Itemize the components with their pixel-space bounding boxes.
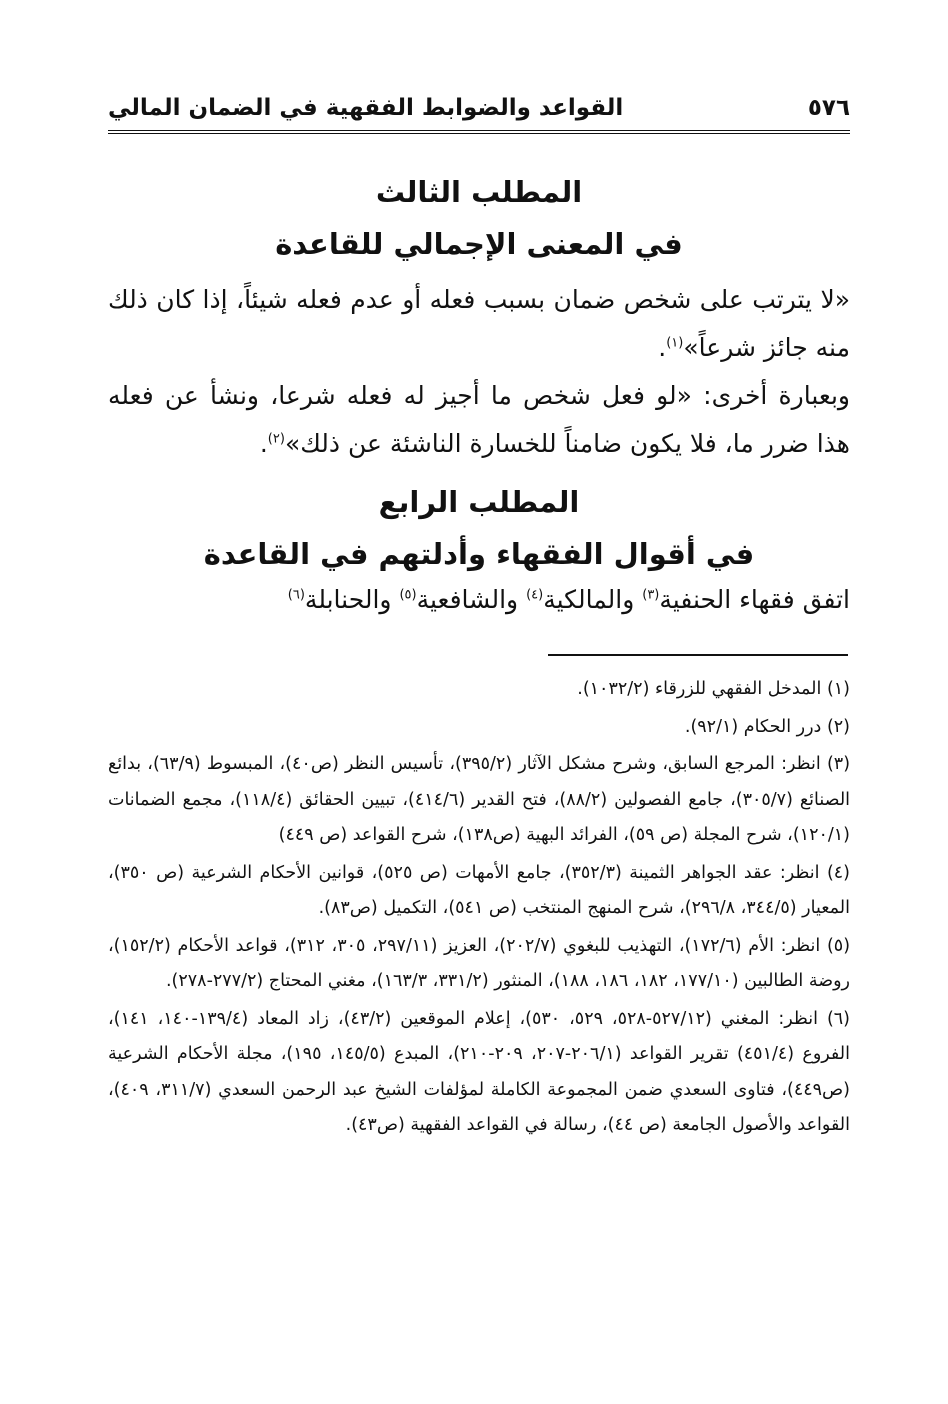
section-4-paragraph	[108, 576, 850, 624]
footnote-ref: (٦)	[287, 587, 305, 603]
paragraph-text: اتفق فقهاء الحنفية	[659, 585, 850, 614]
footnote-ref: (٤)	[526, 587, 544, 603]
paragraph-text: والمالكية	[543, 585, 643, 614]
section-3-paragraph-2	[108, 372, 850, 468]
footnote-text: انظر: المغني (٥٢٧/١٢-٥٢٨، ٥٢٩، ٥٣٠)، إعلام الموقعين (٤٣/٢)، زاد المعاد (١٣٩/٤-١٤٠، ١٤١)، الفروع (٤٥١/٤) تقرير القواعد (٢٠٦/١-٢٠٧، ٢٠٩-٢١٠)، المبدع (١٤٥/٥، ١٩٥)، مجلة الأحكام الشرعية (ص٤٤٩)، فتاوى السعدي ضمن المجموعة الكاملة لمؤلفات الشيخ عبد الرحمن السعدي (٣١١/٧، ٤٠٩)، القواعد والأصول الجامعة (ص ٤٤)، رسالة في القواعد الفقهية (ص٤٣).	[108, 1008, 851, 1135]
section-4-subtitle: في أقوال الفقهاء وأدلتهم في القاعدة	[203, 537, 755, 571]
section-3-subtitle: في المعنى الإجمالي للقاعدة	[275, 227, 683, 261]
running-header	[108, 86, 850, 134]
footnote-4	[108, 856, 850, 927]
footnote-2	[108, 710, 850, 746]
paragraph-text: والشافعية	[416, 585, 527, 614]
footnote-5	[108, 929, 850, 1000]
footnote-6	[108, 1002, 850, 1144]
book-title: القواعد والضوابط الفقهية في الضمان المالي	[108, 95, 624, 121]
page-number: ٥٧٦	[807, 95, 850, 121]
footnote-ref: (١)	[666, 335, 684, 351]
footnote-ref: (٥)	[399, 587, 417, 603]
paragraph-text: وبعبارة أخرى: «لو فعل شخص ما أجيز له فعله شرعا، ونشأ عن فعله هذا ضرر ما، فلا يكون ضامناً للخسارة الناشئة عن ذلك»	[108, 381, 850, 458]
footnote-text: المدخل الفقهي للزرقاء (١٠٣٢/٢).	[577, 679, 822, 699]
footnote-number: (٥)	[826, 935, 851, 956]
section-4-title: المطلب الرابع	[378, 485, 580, 519]
section-3-paragraph-1	[108, 276, 850, 372]
footnote-number: (٢)	[826, 716, 850, 737]
paragraph-text: والحنابلة	[304, 585, 400, 614]
footnote-number: (٣)	[826, 754, 851, 774]
footnote-1	[108, 672, 850, 708]
footnote-number: (٤)	[826, 862, 850, 883]
footnote-number: (١)	[826, 679, 850, 699]
paragraph-end: .	[658, 333, 667, 362]
footnote-3	[108, 747, 850, 854]
section-3-title: المطلب الثالث	[375, 175, 583, 209]
footnote-text: انظر: عقد الجواهر الثمينة (٣٥٢/٣)، جامع الأمهات (ص ٥٢٥)، قوانين الأحكام الشرعية (ص ٣٥٠)، المعيار (٣٤٤/٥، ٢٩٦/٨)، شرح المنهج المنتخب (ص ٥٤١)، التكميل (ص٨٣).	[108, 862, 850, 918]
paragraph-text: «لا يترتب على شخص ضمان بسبب فعله أو عدم فعله شيئاً، إذا كان ذلك منه جائز شرعاً»	[108, 285, 850, 362]
footnote-text: انظر: المرجع السابق، وشرح مشكل الآثار (٣٩٥/٢)، تأسيس النظر (ص٤٠)، المبسوط (٦٣/٩)، بدائع الصنائع (٣٠٥/٧)، جامع الفصولين (٨٨/٢)، فتح القدير (٤١٤/٦)، تبيين الحقائق (١١٨/٤)، مجمع الضمانات (١٢٠/١)، شرح المجلة (ص ٥٩)، الفرائد البهية (ص١٣٨)، شرح القواعد (ص ٤٤٩)	[108, 754, 851, 845]
footnote-separator	[548, 654, 848, 656]
footnote-ref: (٣)	[642, 587, 660, 603]
footnotes	[108, 672, 850, 1146]
paragraph-end: .	[259, 429, 268, 458]
footnote-text: درر الحكام (٩٢/١).	[684, 716, 822, 737]
footnote-text: انظر: الأم (١٧٢/٦)، التهذيب للبغوي (٢٠٢/٧)، العزيز (٢٩٧/١١، ٣٠٥، ٣١٢)، قواعد الأحكام (١٥٢/٢)، روضة الطالبين (١٧٧/١٠، ١٨٢، ١٨٦، ١٨٨)، المنثور (٣٣١/٢، ١٦٣/٣)، مغني المحتاج (٢٧٧/٢-٢٧٨).	[108, 935, 850, 991]
footnote-number: (٦)	[826, 1008, 850, 1029]
footnote-ref: (٢)	[267, 431, 285, 447]
